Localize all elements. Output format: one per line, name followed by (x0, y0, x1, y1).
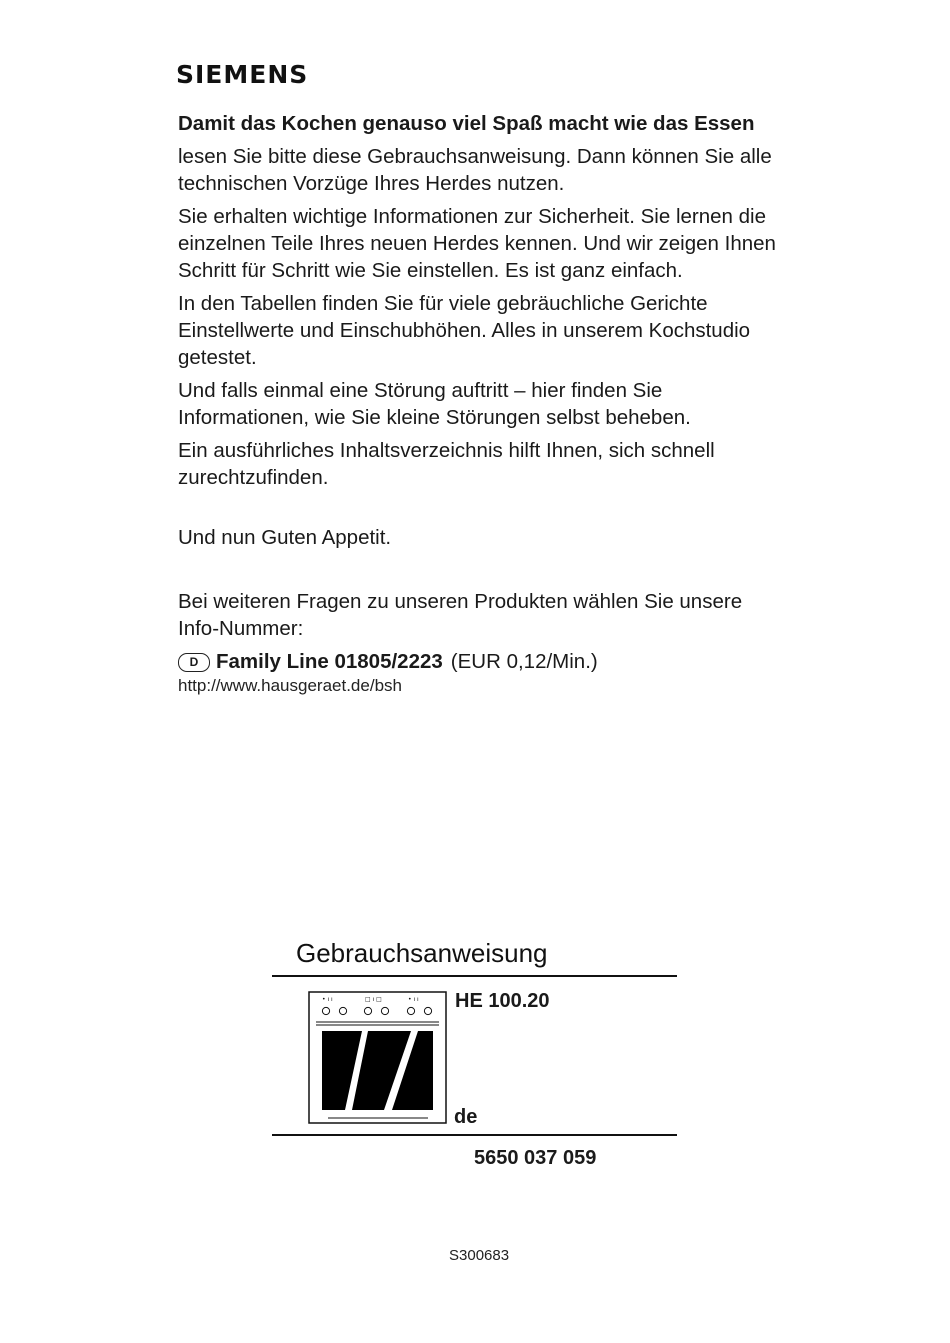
website-link[interactable]: http://www.hausgeraet.de/bsh (178, 676, 402, 695)
intro-text (178, 110, 778, 697)
divider (272, 1134, 677, 1136)
hotline-number: Family Line 01805/2223 (216, 650, 443, 673)
svg-text:□ ı □: □ ı □ (365, 996, 382, 1003)
questions-text: Bei weiteren Fragen zu unseren Produkten wählen Sie unsere Info-Nummer: (178, 590, 743, 640)
hotline-rate: (EUR 0,12/Min.) (450, 650, 598, 673)
divider (272, 975, 677, 977)
intro-paragraph: In den Tabellen finden Sie für viele gebräuchliche Gerichte Einstellwerte und Einschubhöhen. Alles in unserem Kochstudio getestet. (178, 292, 751, 369)
model-number: HE 100.20 (455, 990, 550, 1012)
document-id: S300683 (449, 1247, 510, 1264)
intro-paragraph: lesen Sie bitte diese Gebrauchsanweisung. Dann können Sie alle technischen Vorzüge Ihres Herdes nutzen. (178, 145, 772, 195)
intro-paragraph: Und falls einmal eine Störung auftritt – hier finden Sie Informationen, wie Sie kleine Störungen selbst beheben. (178, 379, 691, 429)
intro-headline: Damit das Kochen genauso viel Spaß macht wie das Essen (178, 112, 755, 135)
brand-logo: SIEMENS (176, 60, 309, 89)
language-code: de (454, 1106, 478, 1128)
document-title: Gebrauchsanweisung (296, 938, 548, 968)
oven-illustration (308, 991, 447, 1124)
closing-line: Und nun Guten Appetit. (178, 526, 392, 549)
part-number: 5650 037 059 (474, 1147, 597, 1169)
intro-paragraph: Ein ausführliches Inhaltsverzeichnis hilft Ihnen, sich schnell zurechtzufinden. (178, 439, 715, 489)
svg-text:• ı ı: • ı ı (408, 996, 419, 1003)
hotline (178, 648, 778, 675)
country-badge: D (178, 653, 210, 672)
svg-text:• ı ı: • ı ı (322, 996, 333, 1003)
intro-paragraph: Sie erhalten wichtige Informationen zur Sicherheit. Sie lernen die einzelnen Teile Ihres neuen Herdes kennen. Und wir zeigen Ihnen Schritt für Schritt wie Sie einstellen. Es ist ganz einfach. (178, 205, 776, 282)
